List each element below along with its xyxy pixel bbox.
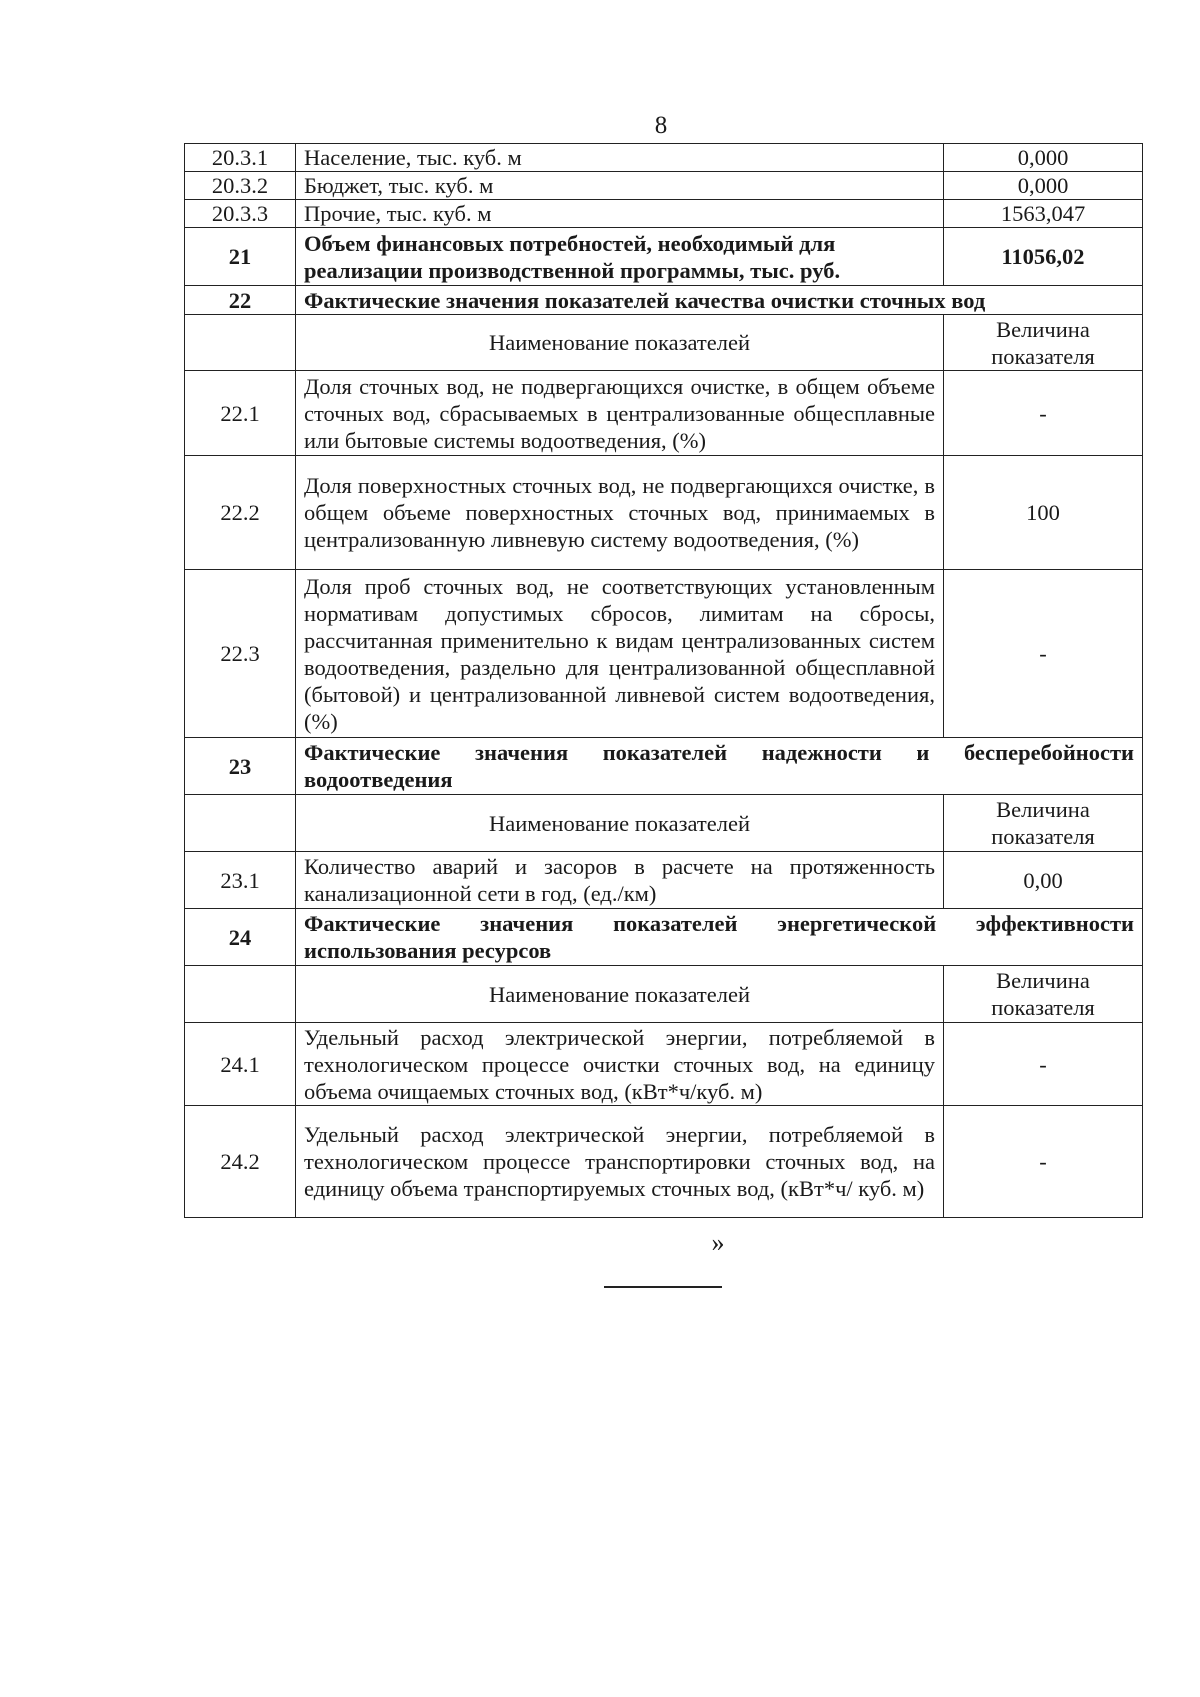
row-name: Прочие, тыс. куб. м (296, 200, 944, 228)
row-name: Удельный расход электрической энергии, потребляемой в технологическом процессе очистки сточных вод, на единицу объема очищаемых сточных вод, (кВт*ч/куб. м) (296, 1023, 944, 1106)
section-title-row (185, 738, 1143, 795)
row-number: 21 (185, 228, 296, 286)
table-row (185, 1023, 1143, 1106)
row-value: 11056,02 (944, 228, 1143, 286)
closing-quote: » (711, 1228, 725, 1257)
table-row (185, 570, 1143, 738)
section-number: 22 (185, 286, 296, 315)
row-number: 24.1 (185, 1023, 296, 1106)
section-header-row (185, 795, 1143, 852)
table-row (185, 228, 1143, 286)
section-header-row (185, 315, 1143, 371)
row-value: - (944, 1023, 1143, 1106)
indicators-table (184, 143, 1143, 1218)
row-value: - (944, 1106, 1143, 1218)
table-row (185, 144, 1143, 172)
table-row (185, 852, 1143, 909)
header-name: Наименование показателей (296, 966, 944, 1023)
row-name: Доля сточных вод, не подвергающихся очистке, в общем объеме сточных вод, сбрасываемых в централизованные общесплавные или бытовые системы водоотведения, (%) (296, 371, 944, 456)
header-value: Величина показателя (944, 315, 1143, 371)
row-number: 22.1 (185, 371, 296, 456)
row-number: 20.3.2 (185, 172, 296, 200)
header-name: Наименование показателей (296, 795, 944, 852)
table-row (185, 172, 1143, 200)
row-number: 24.2 (185, 1106, 296, 1218)
empty-cell (185, 966, 296, 1023)
section-number: 23 (185, 738, 296, 795)
header-value: Величина показателя (944, 966, 1143, 1023)
row-number: 20.3.1 (185, 144, 296, 172)
end-divider (604, 1286, 722, 1288)
row-name: Доля поверхностных сточных вод, не подвергающихся очистке, в общем объеме поверхностных сточных вод, принимаемых в централизованную ливневую систему водоотведения, (%) (296, 456, 944, 570)
section-title: Фактические значения показателей качества очистки сточных вод (296, 286, 1143, 315)
section-title-row (185, 909, 1143, 966)
row-name: Количество аварий и засоров в расчете на протяженность канализационной сети в год, (ед./км) (296, 852, 944, 909)
row-name: Население, тыс. куб. м (296, 144, 944, 172)
row-number: 22.3 (185, 570, 296, 738)
section-title: Фактические значения показателей надежности и бесперебойности водоотведения (296, 738, 1143, 795)
row-name: Доля проб сточных вод, не соответствующих установленным нормативам допустимых сбросов, лимитам на сбросы, рассчитанная применительно к видам централизованных систем водоотведения, раздельно для централизованной общесплавной (бытовой) и централизованной ливневой систем водоотведения, (%) (296, 570, 944, 738)
row-value: 100 (944, 456, 1143, 570)
row-value: - (944, 570, 1143, 738)
row-value: 0,000 (944, 172, 1143, 200)
row-number: 20.3.3 (185, 200, 296, 228)
page-number: 8 (654, 112, 668, 139)
section-number: 24 (185, 909, 296, 966)
section-header-row (185, 966, 1143, 1023)
table-row (185, 456, 1143, 570)
section-title: Фактические значения показателей энергетической эффективности использования ресурсов (296, 909, 1143, 966)
row-value: 0,000 (944, 144, 1143, 172)
row-name: Объем финансовых потребностей, необходимый для реализации производственной программы, тыс. руб. (296, 228, 944, 286)
row-name: Удельный расход электрической энергии, потребляемой в технологическом процессе транспортировки сточных вод, на единицу объема транспортируемых сточных вод, (кВт*ч/ куб. м) (296, 1106, 944, 1218)
row-number: 22.2 (185, 456, 296, 570)
header-value: Величина показателя (944, 795, 1143, 852)
table-row (185, 1106, 1143, 1218)
section-title-row (185, 286, 1143, 315)
empty-cell (185, 315, 296, 371)
row-number: 23.1 (185, 852, 296, 909)
row-value: 0,00 (944, 852, 1143, 909)
row-name: Бюджет, тыс. куб. м (296, 172, 944, 200)
table-row (185, 371, 1143, 456)
empty-cell (185, 795, 296, 852)
table-row (185, 200, 1143, 228)
row-value: - (944, 371, 1143, 456)
row-value: 1563,047 (944, 200, 1143, 228)
header-name: Наименование показателей (296, 315, 944, 371)
